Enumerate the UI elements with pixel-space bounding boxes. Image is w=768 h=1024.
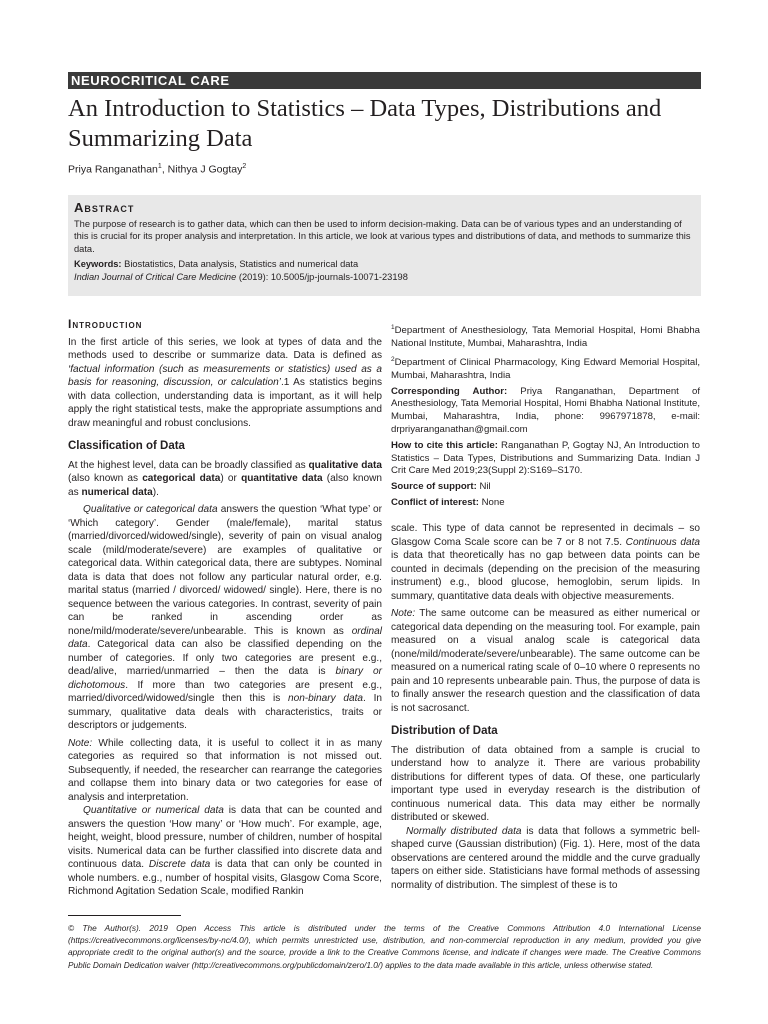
classification-note: Note: While collecting data, it is useful to collect it in as many categories as required so that information is not missed out. Subsequently, if needed, the researcher can rearrange the categories and collapse them into binary data or two categories for ease of analysis and interpretation. (68, 737, 382, 803)
source-of-support: Source of support: Nil (391, 481, 491, 493)
keywords-list: Biostatistics, Data analysis, Statistics and numerical data (121, 258, 359, 269)
right-column (391, 522, 700, 892)
corresponding-author: Corresponding Author: Priya Ranganathan, Department of Anesthesiology, Tata Memorial Hospital, Homi Bhabha National Institute, Mumbai, Maharashtra, India, phone: 9967971878, e-mail: drpriyaranganathan@gmail.com (391, 385, 700, 435)
affiliation-1: $^1$Department of Anesthesiology, Tata Memorial Hospital, Homi Bhabha National Institute, Mumbai, Maharashtra, India (391, 324, 700, 349)
how-to-cite: How to cite this article: Ranganathan P, Gogtay NJ, An Introduction to Statistics – Data Types, Distributions and Summarizing Data. Indian J Crit Care Med 2019;23(Suppl 2):S169–S170. (391, 439, 700, 477)
classification-paragraph-1: At the highest level, data can be broadly classified as qualitative data (also known as categorical data) or quantitative data (also known as numerical data). (68, 459, 382, 498)
author-separator: , (161, 163, 168, 176)
footnote-divider (68, 915, 181, 916)
affiliations-block (391, 322, 700, 513)
classification-paragraph-2: Qualitative or categorical data answers the question ‘What type’ or ‘Which category’. Gender (male/female), marital status (married/divorced/widowed/single), severity of pain on visual analog scale (mild/moderate/severe) are examples of qualitative or categorical data. Within categorical data, there are subtypes. Nominal data is data that does not follow any particular natural order, e.g. marital status (married / divorced/ widowed/ single). Here, there is no sequence between the various categories. In contrast, severity of pain can be ranked in ascending order as none/mild/moderate/severe/unbearable. This is known as ordinal data. Categorical data can also be classified depending on the number of categories. If only two categories are present e.g., dead/alive, married/unmarried – then the data is binary or dichotomous. If more than two categories are present e.g., married/divorced/widowed/single then this is non-binary data. In summary, qualitative data deals with characteristics, traits or descriptors or judgements. (68, 504, 382, 731)
author-1-affil: 1 (157, 163, 162, 170)
distribution-paragraph-2: Normally distributed data is data that follows a symmetric bell-shaped curve (Gaussian distribution) (Fig. 1). Here, most of the data observations are centered around the middle and the curve gradually tapers on either side. Statisticians have formal methods of assessing normality of distribution. The simplest of these is to (391, 825, 700, 891)
continuous-data-paragraph: scale. This type of data cannot be represented in decimals – so Glasgow Coma Scale score can be 7 or 8 not 7.5. Continuous data is data that theoretically has no gap between data points can be counted in decimals (depending on the precision of the measuring instrument) e.g., blood glucose, hemoglobin, serum lipids. In summary, quantitative data deals with objective measurements. (391, 523, 700, 602)
abstract-text: The purpose of research is to gather data, which can then be used to inform decision-making. Data can be of various types and an understanding of this is crucial for its proper analysis and interpretation. In this article, we look at various types and distributions of data, and methods to summarize this data. (74, 219, 691, 254)
conflict-of-interest: Conflict of interest: None (391, 496, 505, 508)
introduction-heading: Introduction (68, 317, 143, 331)
section-label: NEUROCRITICAL CARE (68, 72, 701, 89)
abstract-keywords (74, 258, 695, 270)
classification-heading: Classification of Data (68, 440, 185, 452)
left-column (68, 318, 382, 899)
reference-1[interactable]: .1 (280, 377, 290, 388)
journal-name: Indian Journal of Critical Care Medicine (74, 272, 237, 283)
author-line (68, 163, 246, 176)
abstract-citation (74, 271, 695, 283)
keywords-label: Keywords: (74, 258, 122, 269)
distribution-heading: Distribution of Data (391, 725, 498, 737)
abstract-heading: Abstract (74, 200, 135, 215)
measurement-note: Note: The same outcome can be measured as either numerical or categorical data depending on the measuring tool. For example, pain measured on a visual analog scale is categorical data (none/mild/moderate/severe/unbearable). The same outcome can be measured on a numerical rating scale of 0–10 where 0 represents no pain and 10 represents unbearable pain. Thus, the purpose of data is to finally answer the research question and the classification of data is not sacrosanct. (391, 608, 701, 714)
license-footnote: © The Author(s). 2019 Open Access This article is distributed under the terms of the Creative Commons Attribution 4.0 International License (https://creativecommons.org/licenses/by-nc/4.0/), which permits unrestricted use, distribution, and non-commercial reproduction in any medium, provided you give appropriate credit to the original author(s) and the source, provide a link to the Creative Commons license, and indicate if changes were made. The Creative Commons Public Domain Dedication waiver (http://creativecommons.org/publicdomain/zero/1.0/) applies to the data made available in this article, unless otherwise stated. (68, 923, 701, 970)
author-2-affil: 2 (242, 163, 247, 170)
affiliation-2: $^2$Department of Clinical Pharmacology, King Edward Memorial Hospital, Mumbai, Maharashtra, India (391, 355, 700, 381)
journal-doi[interactable]: (2019): 10.5005/jp-journals-10071-23198 (236, 272, 408, 283)
distribution-paragraph-1: The distribution of data obtained from a sample is crucial to understand how to analyze it. There are various probability distributions for different types of data. Of these, one particularly important type used in everyday research is the distribution of continuous numerical data. This data may either be normally distributed or skewed. (391, 744, 700, 823)
definition-quote: ‘factual information (such as measurements or statistics) used as a basis for reasoning, discussion, or calculation’ (68, 363, 382, 388)
author-2[interactable]: Nithya J Gogtay (167, 163, 243, 176)
classification-paragraph-3: Quantitative or numerical data is data that can be counted and answers the question ‘How many’ or ‘How much’. For example, age, height, weight, blood pressure, number of children, number of hospital visits. Numerical data can be further classified into discrete data and continuous data. Discrete data is data that can only be counted in whole numbers. e.g., number of hospital visits, Glasgow Coma Score, Richmond Agitation Sedation Scale, modified Rankin (68, 805, 383, 897)
intro-paragraph: In the first article of this series, we look at types of data and the methods used to describe or summarize data. Data is defined as ‘factual information (such as measurements or statistics) used as a basis for reasoning, discussion, or calculation’.1 As statistics begins with data collection, understanding data is important, as it will help apply the right statistical tests, make the appropriate assumptions and draw meaningful and robust conclusions. (68, 336, 382, 429)
author-1[interactable]: Priya Ranganathan (68, 163, 158, 176)
abstract-box (68, 195, 701, 296)
article-title: An Introduction to Statistics – Data Types, Distributions and Summarizing Data (68, 95, 662, 152)
